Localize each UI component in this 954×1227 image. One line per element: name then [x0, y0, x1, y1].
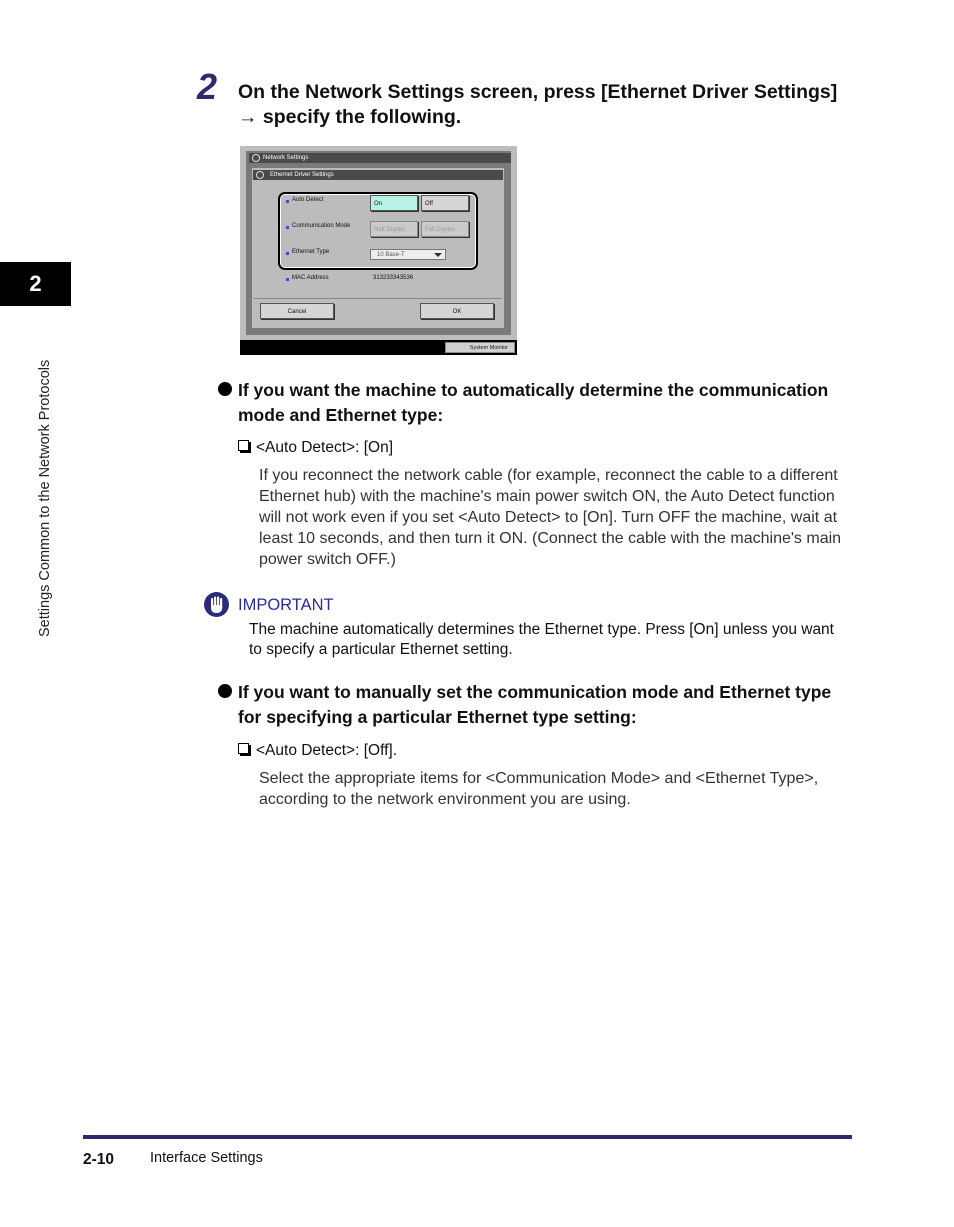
system-monitor-button[interactable]: System Monitor	[445, 342, 515, 353]
window-title: Network Settings	[263, 155, 309, 161]
bullet-marker	[286, 200, 289, 203]
manual-setting-note: Select the appropriate items for <Communication Mode> and <Ethernet Type>, according to the network environment you are using.	[259, 770, 819, 808]
chapter-tab: 2	[0, 262, 71, 306]
option-text: <Auto Detect>: [On]	[256, 439, 393, 456]
window-title-bar	[249, 153, 511, 163]
step-title: On the Network Settings screen, press [Ethernet Driver Settings] → specify the following.	[238, 81, 838, 128]
auto-detect-note: If you reconnect the network cable (for example, reconnect the cable to a different Ethernet hub) with the machine's main power switch ON, the Auto Detect function will not work even if you set <Auto Detect> to [On]. Turn OFF the machine, wait at least 10 seconds, and then turn it ON. (Connect the cable with the machine's main power switch OFF.)	[259, 467, 842, 568]
comm-mode-label: Communication Mode	[292, 223, 351, 229]
panel-title-bar	[253, 170, 503, 180]
half-duplex-button[interactable]: Half Duplex	[370, 221, 418, 237]
footer-rule	[83, 1135, 852, 1139]
important-text: The machine automatically determines the Ethernet type. Press [On] unless you want to specify a particular Ethernet setting.	[249, 621, 834, 658]
checkbox-icon	[238, 440, 249, 451]
full-duplex-button[interactable]: Full Duplex	[421, 221, 469, 237]
chapter-side-label: Settings Common to the Network Protocols	[37, 359, 53, 637]
footer-section-title: Interface Settings	[150, 1150, 263, 1166]
cancel-button[interactable]: Cancel	[260, 303, 334, 319]
important-label: IMPORTANT	[238, 596, 334, 614]
bullet-marker	[286, 226, 289, 229]
auto-detect-off-button[interactable]: Off	[421, 195, 469, 211]
ethernet-type-value: 10 Base-T	[377, 252, 405, 258]
ethernet-type-dropdown[interactable]	[370, 249, 446, 260]
ethernet-type-label: Ethernet Type	[292, 249, 330, 255]
option-text: <Auto Detect>: [Off].	[256, 742, 398, 759]
page-number: 2-10	[83, 1151, 115, 1168]
bullet-marker	[286, 252, 289, 255]
settings-icon	[256, 171, 264, 179]
dropdown-arrow-icon	[434, 253, 442, 257]
checkbox-icon	[238, 743, 249, 754]
mac-address-label: MAC Address	[292, 275, 329, 281]
auto-detect-on-button[interactable]: On	[370, 195, 418, 211]
option-auto-on	[238, 438, 393, 458]
option-auto-off	[238, 741, 397, 761]
panel-divider	[254, 298, 502, 299]
mac-address-value: 313233343536	[373, 275, 414, 281]
device-screenshot	[240, 146, 517, 355]
bullet-icon	[218, 684, 232, 698]
ok-button[interactable]: OK	[420, 303, 494, 319]
auto-detect-label: Auto Detect	[292, 197, 324, 203]
bullet-heading-text: If you want to manually set the communication mode and Ethernet type for specifying a particular Ethernet type setting:	[238, 682, 832, 727]
important-hand-icon	[204, 592, 229, 617]
bullet-marker	[286, 278, 289, 281]
bullet-icon	[218, 382, 232, 396]
step-number: 2	[197, 66, 218, 107]
bullet-heading-text: If you want the machine to automatically determine the communication mode and Ethernet type:	[238, 380, 829, 425]
panel-title: Ethernet Driver Settings	[270, 172, 334, 178]
network-icon	[252, 154, 260, 162]
